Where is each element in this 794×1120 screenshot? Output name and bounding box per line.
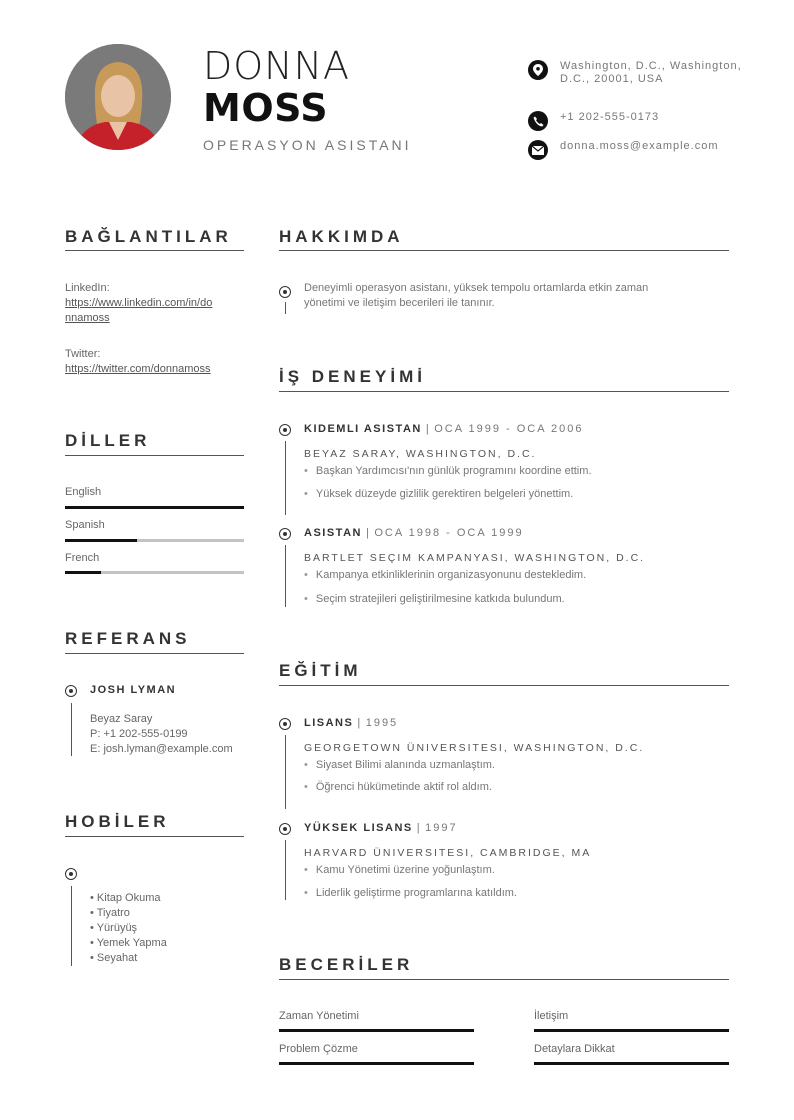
contact-phone: [528, 111, 758, 131]
language-bar: [65, 539, 244, 542]
language-name: English: [65, 486, 102, 498]
first-name: DONNA: [203, 44, 351, 88]
school-name: HARVARD ÜNIVERSITESI, CAMBRIDGE, MA: [304, 847, 592, 859]
job-title: [304, 527, 524, 539]
reference-email[interactable]: E: josh.lyman@example.com: [90, 743, 233, 755]
job-org: BEYAZ SARAY, WASHINGTON, D.C.: [304, 448, 537, 460]
degree-title: [304, 822, 458, 834]
job-title-text: KIDEMLI ASISTAN: [304, 423, 422, 435]
school-name: GEORGETOWN ÜNIVERSITESI, WASHINGTON, D.C.: [304, 742, 645, 754]
timeline-dot: [279, 718, 291, 730]
reference-phone[interactable]: P: +1 202-555-0199: [90, 728, 188, 740]
email-text[interactable]: donna.moss@example.com: [560, 140, 719, 152]
degree-title: [304, 717, 398, 729]
link-label: Twitter:: [65, 348, 101, 360]
skill-bar: [534, 1062, 729, 1065]
degree-title-text: YÜKSEK LISANS: [304, 822, 413, 834]
address-text: Washington, D.C., Washington, D.C., 20001, USA: [560, 60, 742, 85]
envelope-icon: [528, 140, 548, 160]
language-bar: [65, 506, 244, 509]
phone-text[interactable]: +1 202-555-0173: [560, 111, 660, 123]
twitter-url[interactable]: https://twitter.com/donnamoss: [65, 363, 211, 375]
education-bullet: • Öğrenci hükümetinde aktif rol aldım.: [304, 781, 492, 793]
skill-name: İletişim: [534, 1010, 569, 1022]
job-title-text: ASISTAN: [304, 527, 362, 539]
divider: [279, 979, 729, 980]
reference-org: Beyaz Saray: [90, 713, 153, 725]
hobby-item: • Yemek Yapma: [90, 937, 167, 949]
divider: [279, 250, 729, 251]
divider: [65, 836, 244, 837]
education-bullet: • Liderlik geliştirme programlarına katıldım.: [304, 887, 517, 899]
timeline-dot: [279, 424, 291, 436]
skill-bar: [279, 1029, 474, 1032]
language-bar: [65, 571, 244, 574]
contact-email: [528, 140, 758, 160]
divider: [65, 455, 244, 456]
hobby-item: • Yürüyüş: [90, 922, 138, 934]
job-bullet: • Yüksek düzeyde gizlilik gerektiren belgeleri yönettim.: [304, 488, 573, 500]
skill-name: Zaman Yönetimi: [279, 1010, 359, 1022]
section-title-skills: BECERİLER: [279, 955, 414, 974]
language-bar-fill: [65, 571, 101, 574]
timeline-line: [285, 735, 286, 809]
linkedin-url-cont[interactable]: nnamoss: [65, 312, 110, 324]
timeline-line: [285, 302, 286, 314]
skill-bar: [534, 1029, 729, 1032]
skill-name: Detaylara Dikkat: [534, 1043, 615, 1055]
phone-icon: [528, 111, 548, 131]
hobby-item: • Tiyatro: [90, 907, 130, 919]
about-text: [304, 281, 729, 311]
section-title-education: EĞİTİM: [279, 661, 362, 680]
language-bar-fill: [65, 539, 137, 542]
hobby-list: [90, 891, 167, 966]
job-bullet: • Seçim stratejileri geliştirilmesine katkıda bulundum.: [304, 593, 565, 605]
hobby-item: • Kitap Okuma: [90, 892, 161, 904]
degree-title-text: LISANS: [304, 717, 354, 729]
education-bullet: • Siyaset Bilimi alanında uzmanlaştım.: [304, 759, 495, 771]
separator: |: [357, 717, 362, 729]
link-twitter: [65, 347, 245, 377]
job-bullet: • Başkan Yardımcısı'nın günlük programını koordine ettim.: [304, 465, 591, 477]
location-pin-icon: [528, 60, 548, 80]
linkedin-url[interactable]: https://www.linkedin.com/in/do: [65, 297, 213, 309]
job-org: BARTLET SEÇIM KAMPANYASI, WASHINGTON, D.C.: [304, 552, 646, 564]
section-title-experience: İŞ DENEYİMİ: [279, 367, 426, 386]
reference-details: [90, 712, 233, 757]
job-date: OCA 1999 - OCA 2006: [434, 423, 584, 435]
education-bullet: • Kamu Yönetimi üzerine yoğunlaştım.: [304, 864, 495, 876]
section-title-references: REFERANS: [65, 629, 191, 648]
timeline-dot: [279, 823, 291, 835]
timeline-line: [285, 545, 286, 607]
job-role: OPERASYON ASISTANI: [203, 137, 412, 153]
reference-name: JOSH LYMAN: [90, 684, 177, 696]
link-label: LinkedIn:: [65, 282, 110, 294]
job-date: OCA 1998 - OCA 1999: [374, 527, 524, 539]
separator: |: [416, 822, 422, 834]
about-line: Deneyimli operasyon asistanı, yüksek tempolu ortamlarda etkin zaman: [304, 282, 649, 294]
divider: [65, 653, 244, 654]
about-line: yönetimi ve iletişim becerileri ile tanınır.: [304, 297, 495, 309]
separator: |: [425, 423, 431, 435]
divider: [279, 685, 729, 686]
language-name: French: [65, 552, 100, 564]
skill-name: Problem Çözme: [279, 1043, 358, 1055]
last-name: MOSS: [203, 86, 329, 130]
job-bullet: • Kampanya etkinliklerinin organizasyonunu destekledim.: [304, 569, 586, 581]
divider: [65, 250, 244, 251]
hobby-item: • Seyahat: [90, 952, 138, 964]
section-title-hobbies: HOBİLER: [65, 812, 170, 831]
divider: [279, 391, 729, 392]
section-title-about: HAKKIMDA: [279, 227, 404, 246]
job-title: [304, 423, 584, 435]
profile-photo: [65, 44, 171, 150]
timeline-dot: [65, 868, 77, 880]
timeline-dot: [279, 528, 291, 540]
link-linkedin: [65, 281, 245, 326]
section-title-links: BAĞLANTILAR: [65, 227, 232, 246]
timeline-dot: [279, 286, 291, 298]
contact-address: [528, 60, 758, 86]
separator: |: [365, 527, 371, 539]
timeline-line: [285, 441, 286, 515]
language-name: Spanish: [65, 519, 105, 531]
section-title-languages: DİLLER: [65, 431, 151, 450]
timeline-line: [71, 886, 72, 966]
timeline-line: [285, 840, 286, 900]
degree-date: 1997: [425, 822, 458, 834]
timeline-dot: [65, 685, 77, 697]
language-bar-fill: [65, 506, 244, 509]
degree-date: 1995: [365, 717, 399, 729]
skill-bar: [279, 1062, 474, 1065]
timeline-line: [71, 703, 72, 756]
